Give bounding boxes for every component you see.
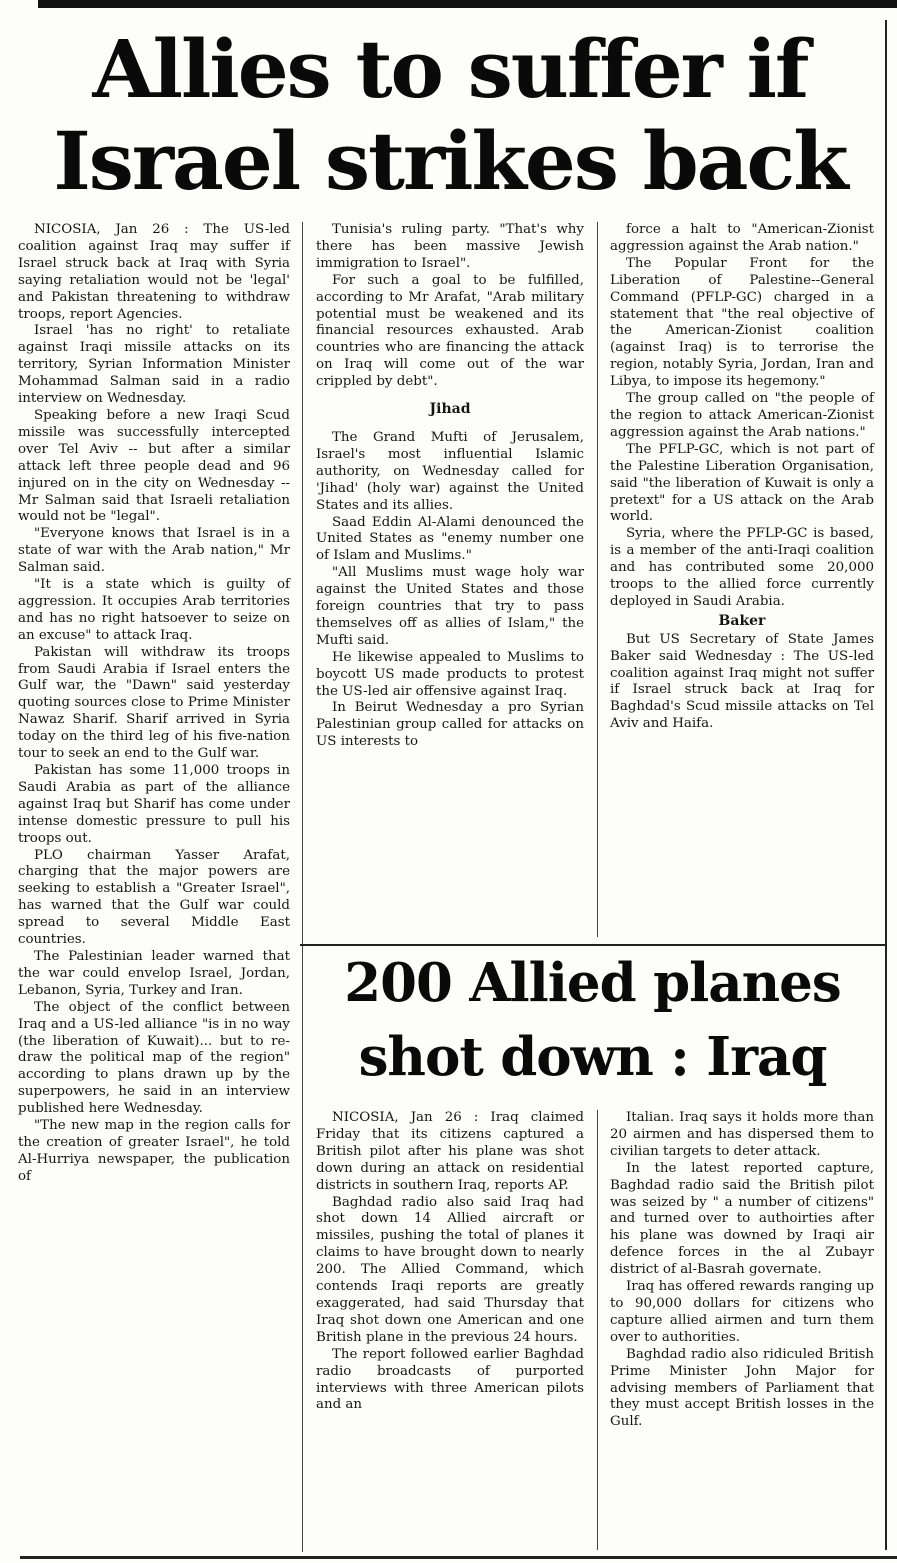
bottom-border: [20, 1556, 897, 1559]
paragraph: The report followed earlier Baghdad radio broadcasts of purported interviews with three American pilots and an: [316, 1346, 584, 1413]
paragraph: PLO chairman Yasser Arafat, charging that the major powers are seeking to establish a "Greater Israel", has warned that the Gulf war could spread to several Middle East countries.: [18, 847, 290, 948]
column-divider: [302, 222, 303, 1552]
right-border: [885, 20, 887, 1550]
paragraph: But US Secretary of State James Baker said Wednesday : The US-led coalition against Iraq might not suffer if Israel struck back at Iraq for Baghdad's Scud missile attacks on Tel Aviv and Haifa.: [610, 631, 874, 732]
main-story-column-1: [18, 222, 290, 1186]
column-divider: [597, 222, 598, 937]
paragraph: Iraq has offered rewards ranging up to 90,000 dollars for citizens who capture allied airmen and turn them over to authorities.: [610, 1279, 874, 1345]
paragraph: NICOSIA, Jan 26 : Iraq claimed Friday that its citizens captured a British pilot after his plane was shot down during an attack on residential districts in southern Iraq, reports AP.: [316, 1110, 584, 1193]
paragraph: Tunisia's ruling party. "That's why there has been massive Jewish immigration to Israel".: [316, 222, 584, 271]
paragraph: For such a goal to be fulfilled, according to Mr Arafat, "Arab military potential must be weakened and its financial resources exhausted. Arab countries who are financing the attack on Iraq will come out of the war crippled by debt".: [316, 272, 584, 390]
paragraph: Italian. Iraq says it holds more than 20 airmen and has dispersed them to civilian targets to deter attack.: [610, 1110, 874, 1159]
subhead-jihad: Jihad: [429, 401, 471, 418]
column-divider: [597, 1110, 598, 1550]
paragraph: "The new map in the region calls for the creation of greater Israel", he told Al-Hurriya newspaper, the publication of: [18, 1118, 290, 1184]
paragraph: Israel 'has no right' to retaliate against Iraqi missile attacks on its territory, Syrian Information Minister Mohammad Salman said in a radio interview on Wednesday.: [18, 323, 290, 407]
main-story-column-2: [316, 222, 584, 751]
paragraph: "It is a state which is guilty of aggression. It occupies Arab territories and has no right hatsoever to seize on an excuse" to attack Iraq.: [18, 577, 290, 643]
main-headline-line1: Allies to suffer if: [92, 22, 808, 116]
paragraph: "Everyone knows that Israel is in a state of war with the Arab nation," Mr Salman said.: [18, 526, 290, 576]
paragraph: The Grand Mufti of Jerusalem, Israel's most influential Islamic authority, on Wednesday called for 'Jihad' (holy war) against the United States and its allies.: [316, 429, 584, 513]
subhead-baker: Baker: [718, 612, 766, 629]
second-story-top-rule: [300, 944, 885, 946]
top-border: [38, 0, 897, 8]
paragraph: Pakistan will withdraw its troops from Saudi Arabia if Israel enters the Gulf war, the "Dawn" said yesterday quoting sources close to Prime Minister Nawaz Sharif. Sharif arrived in Syria today on the third leg of his five-nation tour to seek an end to the Gulf war.: [18, 644, 290, 762]
paragraph: Baghdad radio also said Iraq had shot down 14 Allied aircraft or missiles, pushing the total of planes it claims to have brought down to nearly 200. The Allied Command, which contends Iraqi reports are greatly exaggerated, had said Thursday that Iraq shot down one American and one British plane in the previous 24 hours.: [316, 1194, 584, 1345]
second-story-column-1: [316, 1110, 584, 1414]
main-story-column-3: [610, 222, 874, 733]
paragraph: NICOSIA, Jan 26 : The US-led coalition against Iraq may suffer if Israel struck back at Iraq with Syria saying retaliation would not be 'legal' and Pakistan threatening to withdraw troops, report Agencies.: [18, 222, 290, 322]
second-story-column-2: [610, 1110, 874, 1431]
paragraph: The Popular Front for the Liberation of Palestine--General Command (PFLP-GC) charged in a statement that "the real objective of the American-Zionist coalition (against Iraq) is to terrorise the region, notably Syria, Jordan, Iran and Libya, to impose its hegemony.": [610, 255, 874, 390]
second-headline-line2: shot down : Iraq: [358, 1026, 827, 1088]
paragraph: The PFLP-GC, which is not part of the Palestine Liberation Organisation, said "the liberation of Kuwait is only a pretext" for a US attack on the Arab world.: [610, 441, 874, 525]
paragraph: The Palestinian leader warned that the war could envelop Israel, Jordan, Lebanon, Syria, Turkey and Iran.: [18, 948, 290, 998]
paragraph: Syria, where the PFLP-GC is based, is a member of the anti-Iraqi coalition and has contributed some 20,000 troops to the allied force currently deployed in Saudi Arabia.: [610, 526, 874, 609]
paragraph: The object of the conflict between Iraq and a US-led alliance "is in no way (the liberation of Kuwait)... but to re-draw the political map of the region" according to plans drawn up by the superpowers, he said in an interview published here Wednesday.: [18, 999, 290, 1117]
paragraph: Baghdad radio also ridiculed British Prime Minister John Major for advising members of Parliament that they must accept British losses in the Gulf.: [610, 1346, 874, 1430]
paragraph: force a halt to "American-Zionist aggression against the Arab nation.": [610, 222, 874, 254]
paragraph: "All Muslims must wage holy war against the United States and those foreign countries that try to pass themselves off as allies of Islam," the Mufti said.: [316, 565, 584, 648]
paragraph: Pakistan has some 11,000 troops in Saudi Arabia as part of the alliance against Iraq but Sharif has come under intense domestic pressure to pull his troops out.: [18, 763, 290, 846]
paragraph: Saad Eddin Al-Alami denounced the United States as "enemy number one of Islam and Muslims.": [316, 514, 584, 564]
paragraph: In the latest reported capture, Baghdad radio said the British pilot was seized by " a number of citizens" and turned over to authoirties after his plane was downed by Iraqi air defence forces in the al Zubayr district of al-Basrah governate.: [610, 1160, 874, 1278]
paragraph: He likewise appealed to Muslims to boycott US made products to protest the US-led air offensive against Iraq.: [316, 649, 584, 699]
paragraph: In Beirut Wednesday a pro Syrian Palestinian group called for attacks on US interests to: [316, 700, 584, 750]
main-headline-line2: Israel strikes back: [53, 114, 847, 208]
paragraph: The group called on "the people of the region to attack American-Zionist aggression against the Arab nations.": [610, 391, 874, 440]
second-headline-line1: 200 Allied planes: [344, 952, 841, 1014]
paragraph: Speaking before a new Iraqi Scud missile was successfully intercepted over Tel Aviv -- but after a similar attack left three people dead and 96 injured on in the city on Wednesday -- Mr Salman said that Israeli retaliation would not be "legal".: [18, 407, 290, 525]
